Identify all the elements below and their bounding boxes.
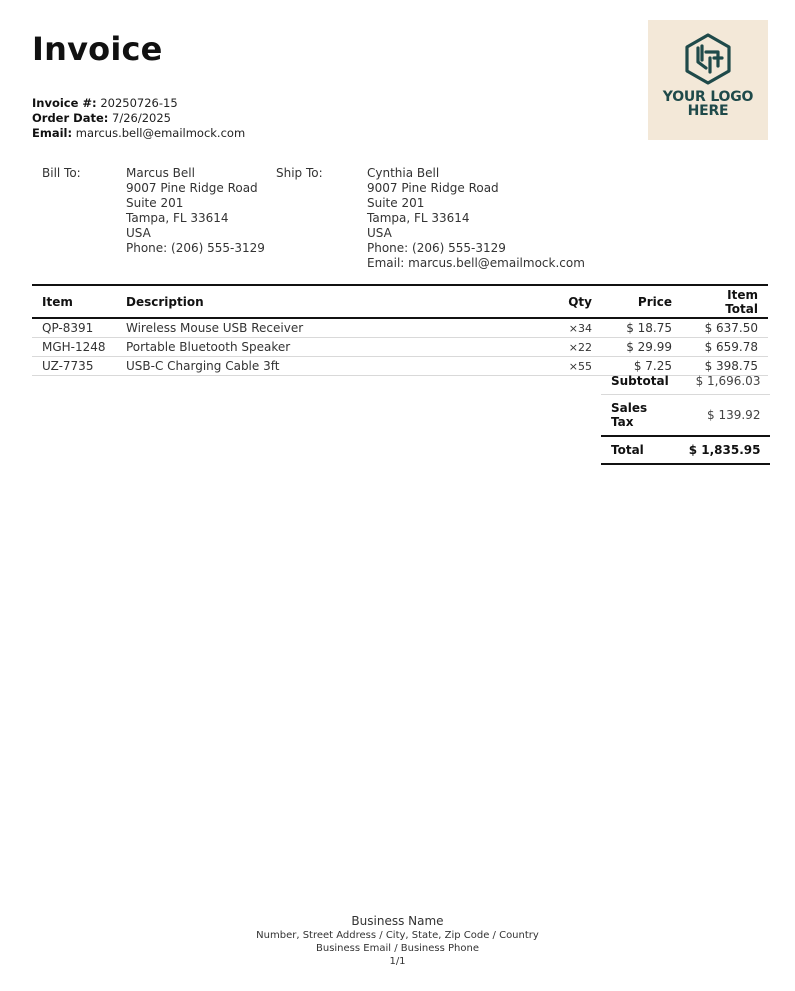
total-row bbox=[601, 436, 770, 464]
totals-table bbox=[601, 368, 770, 465]
invoice-number-row bbox=[32, 96, 245, 111]
order-date: 7/26/2025 bbox=[112, 111, 171, 125]
ship-to-line: 9007 Pine Ridge Road bbox=[367, 181, 499, 195]
business-name: Business Name bbox=[351, 914, 444, 928]
hexagon-logo-icon bbox=[681, 32, 735, 86]
item-qty: ×34 bbox=[542, 318, 602, 338]
sales-tax-label: Sales Tax bbox=[601, 395, 679, 437]
logo-line-1: YOUR LOGO bbox=[662, 89, 754, 105]
item-code: UZ-7735 bbox=[32, 357, 116, 376]
column-header-qty: Qty bbox=[542, 285, 602, 318]
bill-to-line: Marcus Bell bbox=[126, 166, 195, 180]
column-header-price: Price bbox=[602, 285, 682, 318]
page-number: 1/1 bbox=[389, 956, 406, 967]
business-address: Number, Street Address / City, State, Zip Code / Country bbox=[256, 930, 539, 941]
subtotal-row bbox=[601, 368, 770, 395]
bill-to-line: Suite 201 bbox=[126, 196, 184, 210]
ship-to-address bbox=[367, 166, 585, 271]
logo-text bbox=[663, 90, 753, 118]
ship-to-line: USA bbox=[367, 226, 392, 240]
ship-to-line: Tampa, FL 33614 bbox=[367, 211, 470, 225]
bill-to-address bbox=[126, 166, 265, 256]
email-row bbox=[32, 126, 245, 141]
ship-to-label: Ship To: bbox=[276, 166, 323, 180]
page-footer bbox=[0, 914, 795, 968]
item-total: $ 637.50 bbox=[682, 318, 768, 338]
order-date-label: Order Date: bbox=[32, 111, 109, 125]
item-description: USB-C Charging Cable 3ft bbox=[116, 357, 542, 376]
item-qty: ×55 bbox=[542, 357, 602, 376]
table-row bbox=[32, 338, 768, 357]
item-total: $ 659.78 bbox=[682, 338, 768, 357]
table-row bbox=[32, 318, 768, 338]
column-header-item: Item bbox=[32, 285, 116, 318]
item-qty: ×22 bbox=[542, 338, 602, 357]
item-price: $ 29.99 bbox=[602, 338, 682, 357]
page-title: Invoice bbox=[32, 30, 163, 68]
ship-to-line: Phone: (206) 555-3129 bbox=[367, 241, 506, 255]
subtotal-label: Subtotal bbox=[601, 368, 679, 395]
invoice-number: 20250726-15 bbox=[100, 96, 178, 110]
item-code: MGH-1248 bbox=[32, 338, 116, 357]
email-value: marcus.bell@emailmock.com bbox=[75, 126, 246, 140]
total-label: Total bbox=[601, 436, 679, 464]
item-description: Wireless Mouse USB Receiver bbox=[116, 318, 542, 338]
ship-to-line: Email: marcus.bell@emailmock.com bbox=[367, 256, 585, 270]
item-total: $ 398.75 bbox=[682, 357, 768, 376]
bill-to-line: 9007 Pine Ridge Road bbox=[126, 181, 258, 195]
subtotal-value: $ 1,696.03 bbox=[679, 368, 771, 395]
sales-tax-value: $ 139.92 bbox=[679, 395, 771, 437]
bill-to-line: Phone: (206) 555-3129 bbox=[126, 241, 265, 255]
company-logo bbox=[648, 20, 768, 140]
invoice-meta bbox=[32, 96, 245, 141]
item-description: Portable Bluetooth Speaker bbox=[116, 338, 542, 357]
item-code: QP-8391 bbox=[32, 318, 116, 338]
item-price: $ 7.25 bbox=[602, 357, 682, 376]
bill-to-label: Bill To: bbox=[42, 166, 81, 180]
invoice-number-label: Invoice #: bbox=[32, 96, 97, 110]
order-date-row bbox=[32, 111, 245, 126]
sales-tax-row bbox=[601, 395, 770, 437]
table-header-row bbox=[32, 285, 768, 318]
email-label: Email: bbox=[32, 126, 73, 140]
business-contact: Business Email / Business Phone bbox=[316, 943, 479, 954]
ship-to-line: Cynthia Bell bbox=[367, 166, 440, 180]
total-value: $ 1,835.95 bbox=[679, 436, 771, 464]
item-price: $ 18.75 bbox=[602, 318, 682, 338]
bill-to-line: Tampa, FL 33614 bbox=[126, 211, 229, 225]
ship-to-line: Suite 201 bbox=[367, 196, 425, 210]
column-header-item-total: Item Total bbox=[682, 285, 768, 318]
items-table bbox=[32, 284, 768, 376]
logo-line-2: HERE bbox=[687, 103, 729, 119]
column-header-description: Description bbox=[116, 285, 542, 318]
bill-to-line: USA bbox=[126, 226, 151, 240]
